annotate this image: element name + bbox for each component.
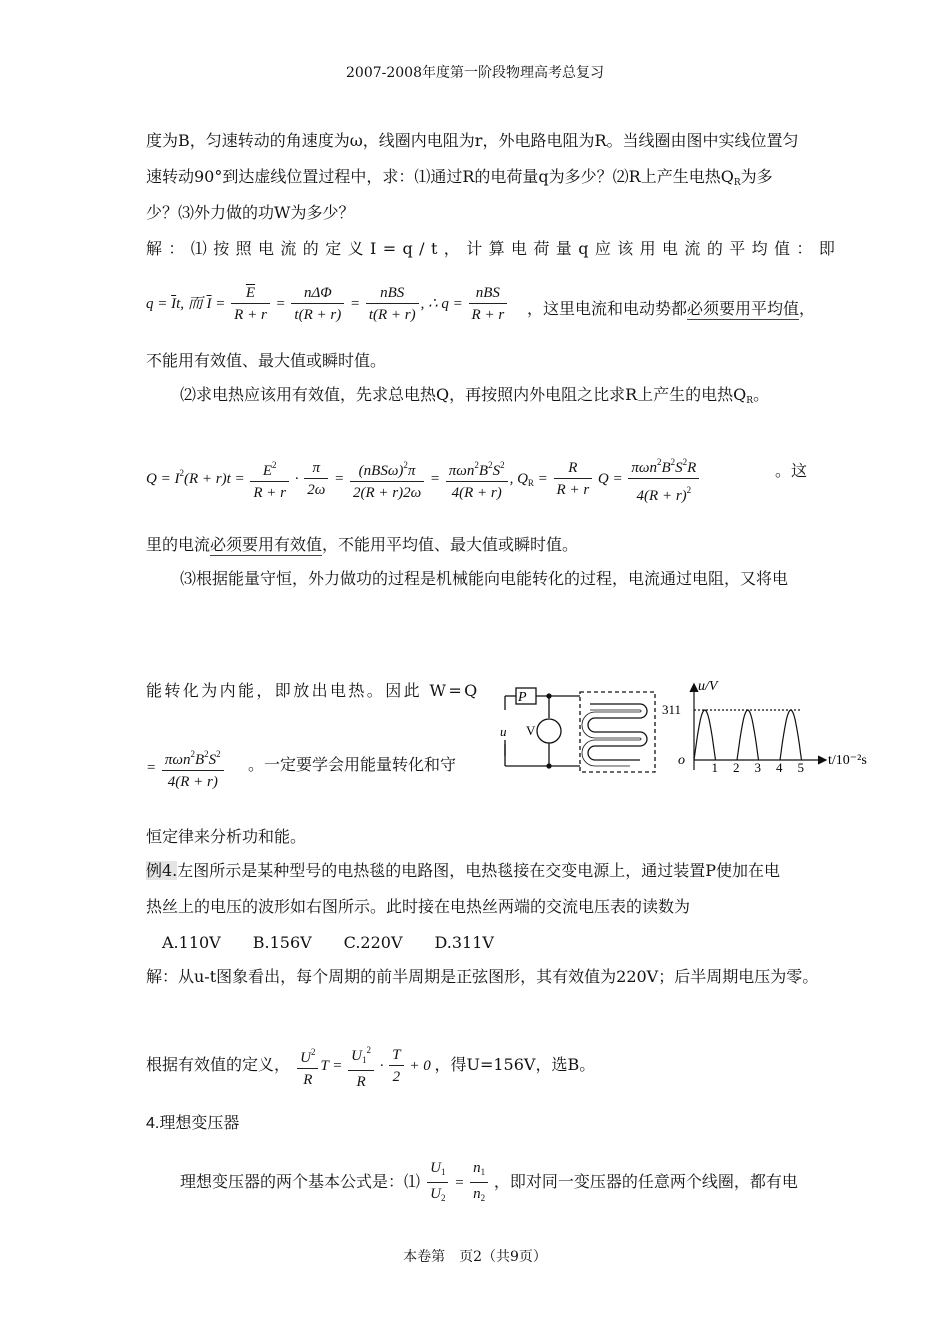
solution-line-2: 根据有效值的定义， $\frac{U^2}{R}$ T = $\frac{U_1^2}{R}$ · $\frac{T}{2}$ + 0 ，得U=156V，选B。 bbox=[146, 1040, 595, 1093]
waveform-graph bbox=[690, 684, 826, 770]
text-line-12: 。一定要学会用能量转化和守 bbox=[248, 755, 457, 774]
text-line-2-end: 为多 bbox=[740, 167, 773, 186]
label-v: V bbox=[526, 723, 536, 738]
text-line-2: 速转动90°到达虚线位置过程中，求：⑴通过R的电荷量q为多少？⑵R上产生电热$Q_R$为多 bbox=[146, 167, 773, 188]
text-line-6: 不能用有效值、最大值或瞬时值。 bbox=[146, 351, 387, 370]
text-line-1: 度为B，匀速转动的角速度为ω，线圈内电阻为r，外电路电阻为R。当线圈由图中实线位置匀 bbox=[146, 131, 799, 150]
example-4-line-2: 热丝上的电压的波形如右图所示。此时接在电热丝两端的交流电压表的读数为 bbox=[146, 897, 691, 916]
equation-work: = $\frac{\pi\omega n^2B^2S^2}{4(R + r)}$ bbox=[146, 744, 226, 793]
text-line-3: 少？⑶外力做的功W为多少？ bbox=[146, 203, 355, 222]
y-axis-label: u/V bbox=[698, 679, 718, 694]
voltage-waveform bbox=[694, 710, 802, 760]
label-p: P bbox=[518, 690, 527, 705]
text-line-7: ⑵求电热应该用有效值，先求总电热Q，再按照内外电阻之比求R上产生的电热$Q_R$。 bbox=[180, 385, 770, 406]
text-line-11: 能转化为内能，即放出电热。因此 W=Q bbox=[146, 681, 480, 700]
text-line-2-main: 速转动90°到达虚线位置过程中，求：⑴通过R的电荷量q为多少？⑵R上产生电热Q bbox=[146, 167, 734, 186]
text-line-4: 解：⑴按照电流的定义I=q/t，计算电荷量q应该用电流的平均值：即 bbox=[146, 239, 842, 258]
voltmeter-symbol bbox=[537, 719, 561, 743]
x-tick-label: 2 bbox=[733, 760, 740, 775]
x-tick-labels bbox=[712, 760, 805, 775]
section-4-title: 4.理想变压器 bbox=[146, 1115, 240, 1132]
x-tick-label: 1 bbox=[711, 760, 718, 775]
example-4-line-1: 例4.左图所示是某种型号的电热毯的电路图，电热毯接在交变电源上，通过装置P使加在电 bbox=[146, 861, 781, 880]
origin-label: o bbox=[678, 753, 685, 768]
label-u: u bbox=[500, 724, 507, 739]
transformer-line-1: 理想变压器的两个基本公式是：⑴ $\frac{U_1}{U_2}$ = $\frac{n_1}{n_2}$ ，即对同一变压器的任意两个线圈，都有电 bbox=[180, 1160, 798, 1203]
emphasis-effective-value: 必须要用有效值 bbox=[210, 535, 323, 554]
x-tick-label: 4 bbox=[776, 760, 783, 775]
equation-1-note: ，这里电流和电动势都必须要用平均值， bbox=[527, 299, 816, 318]
page-header: 2007-2008年度第一阶段物理高考总复习 bbox=[346, 65, 604, 81]
equation-2-note: 。这 bbox=[775, 461, 808, 480]
answer-options: A.110V B.156V C.220V D.311V bbox=[162, 933, 494, 952]
example-label: 例4. bbox=[146, 861, 178, 880]
text-line-10: ⑶根据能量守恒，外力做功的过程是机械能向电能转化的过程，电流通过电阻，又将电 bbox=[180, 569, 789, 588]
example-figure bbox=[490, 672, 890, 782]
emphasis-average-value: 必须要用平均值 bbox=[687, 299, 800, 318]
text-line-13: 恒定律来分析功和能。 bbox=[146, 827, 307, 846]
page-footer: 本卷第 页2（共9页） bbox=[403, 1249, 547, 1265]
equation-heat: $Q = I^2(R + r)t$ = $\frac{E^2}{R + r}$ · $\frac{\pi}{2\omega}$ = $\frac{(nBS\omega)^2\pi}{2(R + r)2\omega}$ = $\frac{\pi\omega n^2B^2S^2}{4(R + r)}$ , $Q_R$ = $\frac{R}{R + r}$ Q = $\frac{\pi\omega n^2B^2S^2R}{4(R + r)^2}$ bbox=[146, 452, 701, 507]
x-axis-label: t/10⁻²s bbox=[828, 753, 867, 768]
solution-line-1: 解：从u-t图象看出，每个周期的前半周期是正弦图形，其有效值为220V；后半周期电压为零。 bbox=[146, 967, 819, 986]
x-tick-label: 3 bbox=[754, 760, 761, 775]
x-tick-label: 5 bbox=[797, 760, 804, 775]
peak-label: 311 bbox=[662, 702, 682, 717]
text-line-9: 里的电流必须要用有效值，不能用平均值、最大值或瞬时值。 bbox=[146, 535, 579, 554]
heating-wire-coil bbox=[588, 704, 647, 760]
equation-charge: $q = \overline{I}t$, 而 $\overline{I}$ = $\frac{\overline{E}}{R + r}$ = $\frac{\text{nΔΦ}}{t(R + r)}$ = $\frac{\text{nBS}}{t(R + r)}$ , ∴ q = $\frac{\text{nBS}}{R + r}$ bbox=[146, 283, 509, 326]
